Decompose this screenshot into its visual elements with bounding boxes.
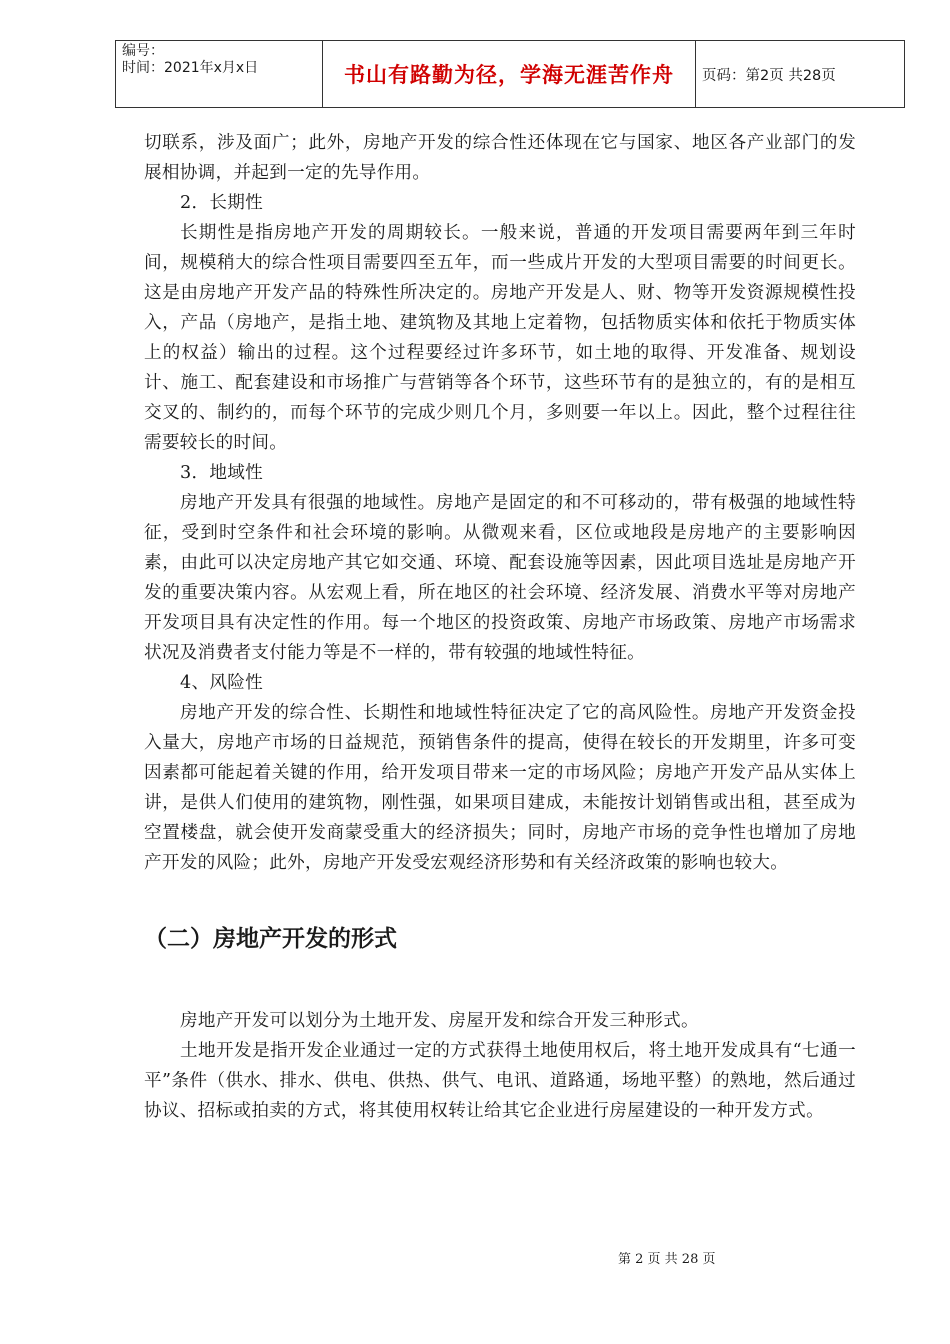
subheading-long-term: 2．长期性 <box>180 193 264 213</box>
section-title: （二）房地产开发的形式 <box>144 926 397 952</box>
page-footer: 第 2 页 共 28 页 <box>618 1252 716 1267</box>
body-content-2 <box>144 1006 856 1126</box>
paragraph-land-development: 土地开发是指开发企业通过一定的方式获得土地使用权后，将土地开发成具有“七通一平”条件（供水、排水、供电、供热、供气、电讯、道路通，场地平整）的熟地，然后通过协议、招标或拍卖的方式，将其使用权转让给其它企业进行房屋建设的一种开发方式。 <box>144 1041 856 1121</box>
number-label: 编号： <box>122 43 164 59</box>
header-table <box>115 40 905 108</box>
paragraph-long-term: 长期性是指房地产开发的周期较长。一般来说，普通的开发项目需要两年到三年时间，规模稍大的综合性项目需要四至五年，而一些成片开发的大型项目需要的时间更长。这是由房地产开发产品的特殊性所决定的。房地产开发是人、财、物等开发资源规模性投入，产品（房地产，是指土地、建筑物及其地上定着物，包括物质实体和依托于物质实体上的权益）输出的过程。这个过程要经过许多环节，如土地的取得、开发准备、规划设计、施工、配套建设和市场推广与营销等各个环节，这些环节有的是独立的，有的是相互交叉的、制约的，而每个环节的完成少则几个月，多则要一年以上。因此，整个过程往往需要较长的时间。 <box>144 223 856 453</box>
header-page-info: 页码：第2页 共28页 <box>696 41 905 108</box>
paragraph-forms: 房地产开发可以划分为土地开发、房屋开发和综合开发三种形式。 <box>180 1011 699 1031</box>
paragraph-intro: 切联系，涉及面广；此外，房地产开发的综合性还体现在它与国家、地区各产业部门的发展相协调，并起到一定的先导作用。 <box>144 133 856 183</box>
subheading-regional: 3．地域性 <box>180 463 264 483</box>
header-meta-cell <box>116 41 323 108</box>
time-label: 时间：2021年x月x日 <box>122 60 259 76</box>
paragraph-regional: 房地产开发具有很强的地域性。房地产是固定的和不可移动的，带有极强的地域性特征，受到时空条件和社会环境的影响。从微观来看，区位或地段是房地产的主要影响因素，由此可以决定房地产其它如交通、环境、配套设施等因素，因此项目选址是房地产开发的重要决策内容。从宏观上看，所在地区的社会环境、经济发展、消费水平等对房地产开发项目具有决定性的作用。每一个地区的投资政策、房地产市场政策、房地产市场需求状况及消费者支付能力等是不一样的，带有较强的地域性特征。 <box>144 493 856 663</box>
body-content <box>144 128 856 878</box>
subheading-risk: 4、风险性 <box>180 673 264 693</box>
paragraph-risk: 房地产开发的综合性、长期性和地域性特征决定了它的高风险性。房地产开发资金投入量大，房地产市场的日益规范，预销售条件的提高，使得在较长的开发期里，许多可变因素都可能起着关键的作用，给开发项目带来一定的市场风险；房地产开发产品从实体上讲，是供人们使用的建筑物，刚性强，如果项目建成，未能按计划销售或出租，甚至成为空置楼盘，就会使开发商蒙受重大的经济损失；同时，房地产市场的竞争性也增加了房地产开发的风险；此外，房地产开发受宏观经济形势和有关经济政策的影响也较大。 <box>144 703 856 873</box>
header-motto: 书山有路勤为径，学海无涯苦作舟 <box>323 41 696 108</box>
